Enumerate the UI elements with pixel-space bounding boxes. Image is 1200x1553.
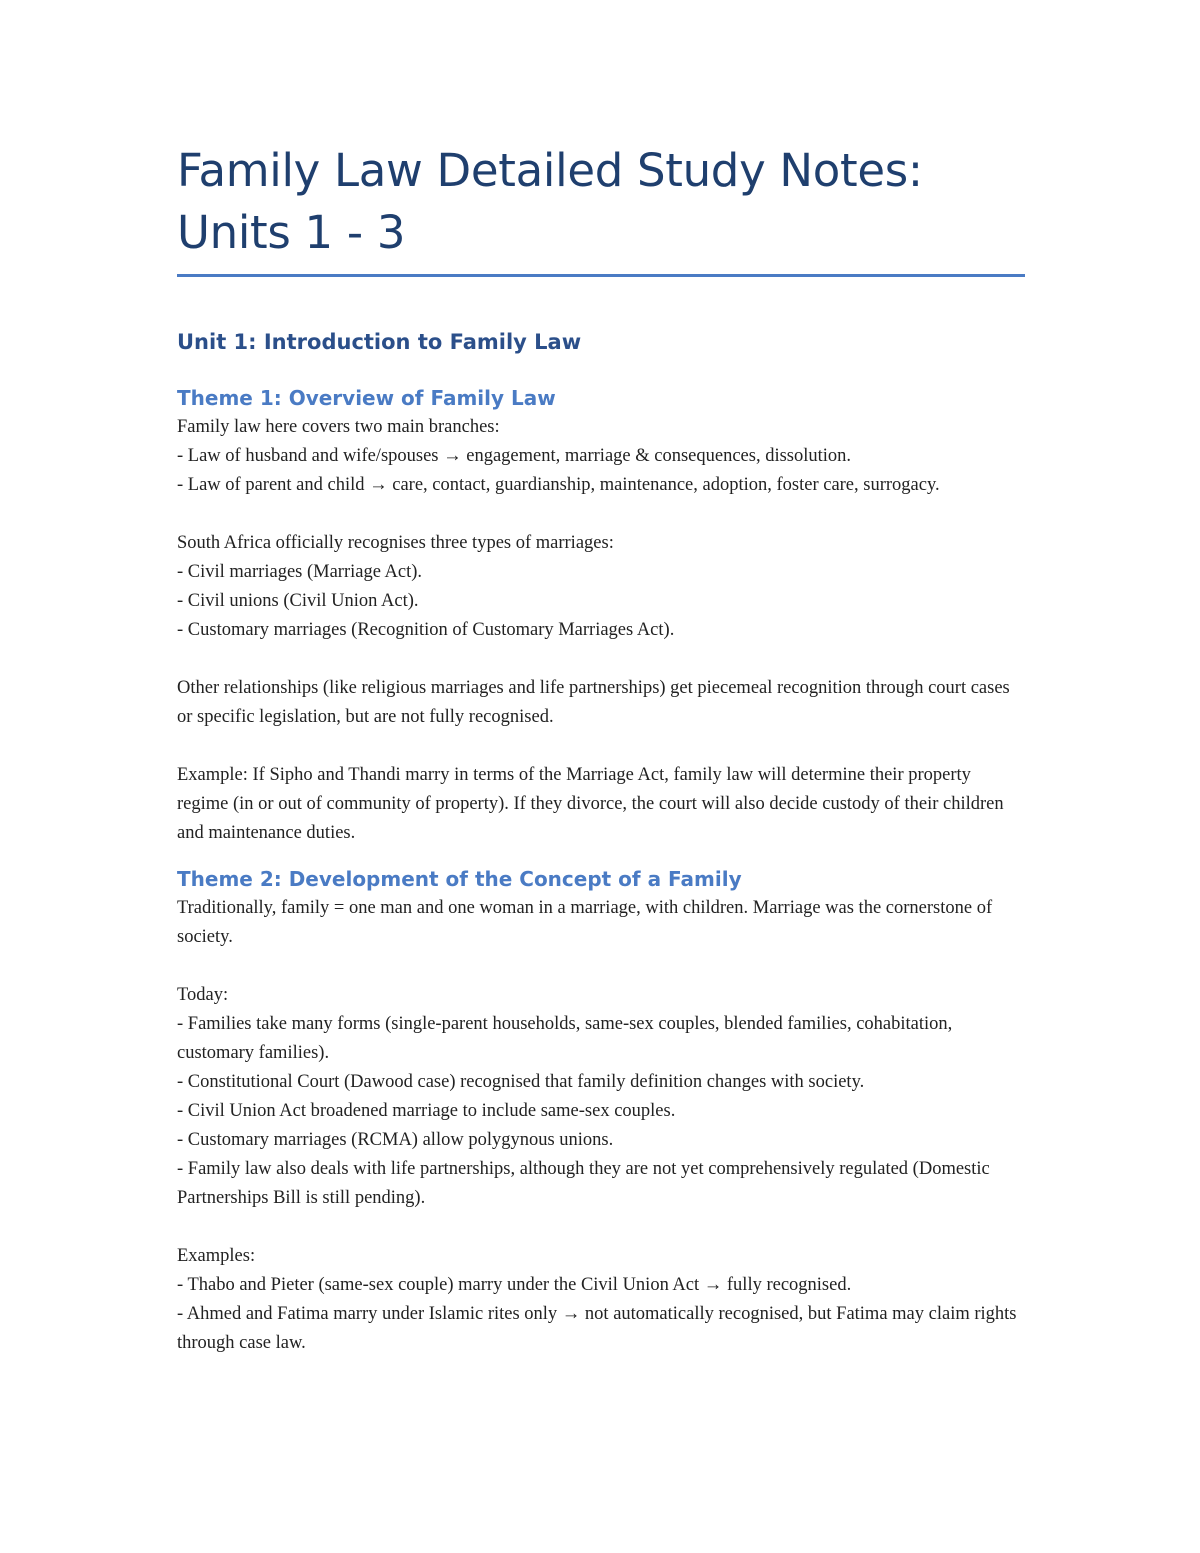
- paragraph-gap: [177, 952, 1025, 981]
- paragraph-line: - Law of husband and wife/spouses → engagement, marriage & consequences, dissolution.: [177, 446, 852, 466]
- paragraph-gap: [177, 645, 1025, 674]
- paragraph-line: South Africa officially recognises three types of marriages:: [177, 533, 614, 553]
- paragraph-line: - Customary marriages (Recognition of Customary Marriages Act).: [177, 620, 675, 640]
- document-title: Family Law Detailed Study Notes: Units 1 - 3: [177, 144, 923, 259]
- theme-1-body: [177, 413, 1025, 848]
- paragraph-line: Today:: [177, 985, 229, 1005]
- theme-2-body: [177, 894, 1025, 1358]
- paragraph-line: - Civil unions (Civil Union Act).: [177, 591, 419, 611]
- paragraph-line: Example: If Sipho and Thandi marry in terms of the Marriage Act, family law will determine their property regime (in or out of community of property). If they divorce, the court will also decide custody of their children and maintenance duties.: [177, 765, 1004, 843]
- paragraph-line: - Families take many forms (single-parent households, same-sex couples, blended families, cohabitation, customary families).: [177, 1014, 953, 1063]
- paragraph-line: Examples:: [177, 1246, 256, 1266]
- paragraph-line: - Civil Union Act broadened marriage to include same-sex couples.: [177, 1101, 676, 1121]
- title-underline: [177, 274, 1025, 277]
- paragraph-line: Other relationships (like religious marriages and life partnerships) get piecemeal recognition through court cases or specific legislation, but are not fully recognised.: [177, 678, 1010, 727]
- paragraph-line: - Customary marriages (RCMA) allow polygynous unions.: [177, 1130, 614, 1150]
- paragraph-gap: [177, 732, 1025, 761]
- paragraph-line: - Law of parent and child → care, contact, guardianship, maintenance, adoption, foster care, surrogacy.: [177, 475, 940, 495]
- paragraph-line: Traditionally, family = one man and one woman in a marriage, with children. Marriage was the cornerstone of society.: [177, 898, 993, 947]
- paragraph-line: - Thabo and Pieter (same-sex couple) marry under the Civil Union Act → fully recognised.: [177, 1275, 852, 1295]
- paragraph-line: - Family law also deals with life partnerships, although they are not yet comprehensively regulated (Domestic Partnerships Bill is still pending).: [177, 1159, 990, 1208]
- paragraph-gap: [177, 500, 1025, 529]
- document-page: [177, 140, 1025, 1358]
- paragraph-line: - Ahmed and Fatima marry under Islamic rites only → not automatically recognised, but Fatima may claim rights through case law.: [177, 1304, 1017, 1353]
- paragraph-line: Family law here covers two main branches:: [177, 417, 500, 437]
- theme-1-heading: Theme 1: Overview of Family Law: [177, 386, 556, 410]
- paragraph-gap: [177, 1213, 1025, 1242]
- paragraph-line: - Constitutional Court (Dawood case) recognised that family definition changes with society.: [177, 1072, 865, 1092]
- unit-1-heading: Unit 1: Introduction to Family Law: [177, 330, 582, 354]
- paragraph-line: - Civil marriages (Marriage Act).: [177, 562, 423, 582]
- theme-2-heading: Theme 2: Development of the Concept of a Family: [177, 867, 742, 891]
